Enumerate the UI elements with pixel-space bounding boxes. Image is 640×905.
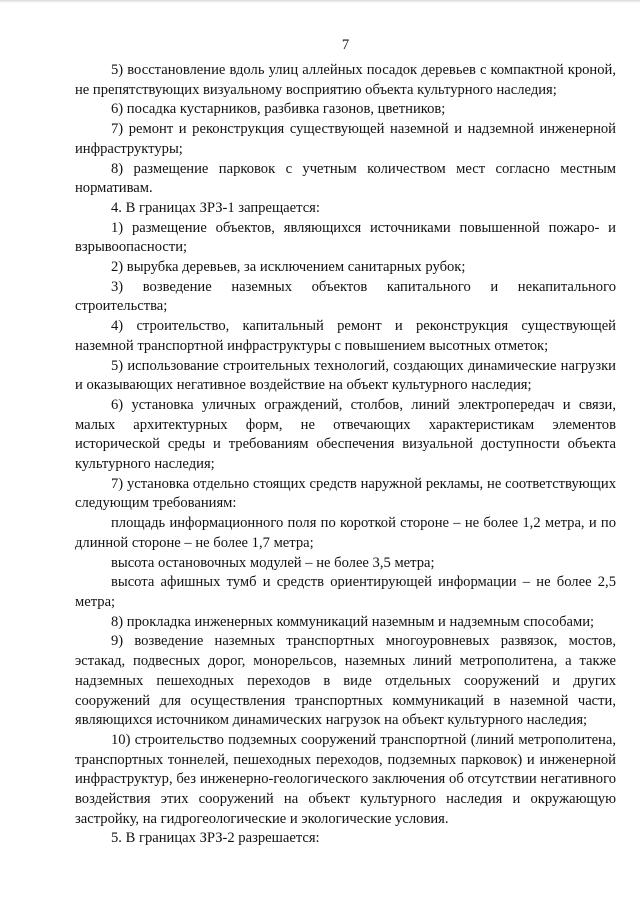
paragraph-prohibited-3-construction: 3) возведение наземных объектов капитального и некапитального строительства;	[75, 278, 616, 315]
paragraph-item-7-repair-infrastructure: 7) ремонт и реконструкция существующей наземной и надземной инженерной инфраструктуры;	[75, 121, 616, 157]
section-heading-zrz1-prohibited: 4. В границах ЗРЗ-1 запрещается:	[111, 199, 320, 216]
section-heading-zrz2-permitted: 5. В границах ЗРЗ-2 разрешается:	[111, 830, 320, 847]
paragraph-prohibited-8-utilities: 8) прокладка инженерных коммуникаций наземным и надземным способами;	[111, 613, 595, 630]
paragraph-prohibited-5-dynamic-loads: 5) использование строительных технологий, создающих динамические нагрузки и оказывающих негативное воздействие на объект культурного наследия;	[75, 357, 616, 394]
scan-edge	[0, 0, 640, 3]
paragraph-prohibited-2-tree-felling: 2) вырубка деревьев, за исключением санитарных рубок;	[111, 259, 466, 276]
page-number: 7	[341, 37, 350, 53]
paragraph-prohibited-6-street-fences: 6) установка уличных ограждений, столбов, линий электропередач и связи, малых архитектурных форм, не отвечающих характеристикам элементов исторической среды и требованиям обеспечения визуальной доступности объекта культурного наследия;	[75, 396, 616, 473]
paragraph-prohibited-7-advertising: 7) установка отдельно стоящих средств наружной рекламы, не соответствующих следующим требованиям:	[75, 475, 616, 512]
paragraph-prohibited-4-transport-infrastructure: 4) строительство, капитальный ремонт и реконструкция существующей наземной транспортной инфраструктуры с повышением высотных отметок;	[75, 318, 616, 354]
document-page	[75, 36, 616, 849]
paragraph-requirement-stop-modules: высота остановочных модулей – не более 3,5 метра;	[111, 554, 435, 571]
paragraph-requirement-info-field: площадь информационного поля по короткой стороне – не более 1,2 метра, и по длинной стороне – не более 1,7 метра;	[75, 515, 616, 551]
paragraph-item-6-planting: 6) посадка кустарников, разбивка газонов, цветников;	[111, 101, 446, 118]
paragraph-prohibited-1-fire-hazard: 1) размещение объектов, являющихся источниками повышенной пожаро- и взрывоопасности;	[75, 219, 616, 256]
paragraph-item-8-parking: 8) размещение парковок с учетным количеством мест согласно местным нормативам.	[75, 160, 616, 197]
paragraph-prohibited-10-underground: 10) строительство подземных сооружений транспортной (линий метрополитена, транспортных тоннелей, пешеходных переходов, подземных парковок) и инженерной инфраструктур, без инженерно-геологического заключения об отсутствии негативного воздействия этих сооружений на объект культурного наследия и окружающую застройку, на гидрогеологические и экологические условия.	[75, 731, 616, 827]
paragraph-requirement-poster-columns: высота афишных тумб и средств ориентирующей информации – не более 2,5 метра;	[75, 574, 616, 610]
paragraph-item-5-restore-alleys: 5) восстановление вдоль улиц аллейных посадок деревьев с компактной кроной, не препятствующих визуальному восприятию объекта культурного наследия;	[75, 62, 616, 98]
paragraph-prohibited-9-overpasses: 9) возведение наземных транспортных многоуровневых развязок, мостов, эстакад, подвесных дорог, монорельсов, наземных линий метрополитена, а также надземных пешеходных переходов в виде отдельных сооружений и других сооружений для осуществления транспортных коммуникаций в наземной части, являющихся источником динамических нагрузок на объект культурного наследия;	[75, 633, 616, 729]
